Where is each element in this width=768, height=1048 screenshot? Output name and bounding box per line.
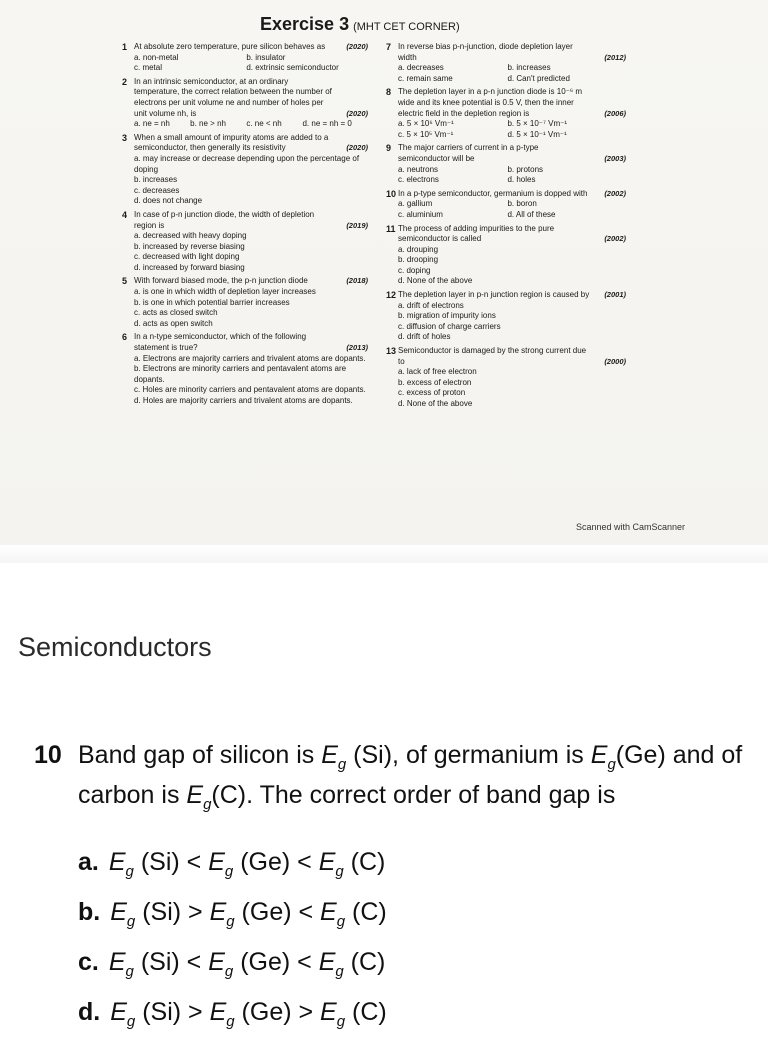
option-item: b. drooping — [398, 255, 439, 265]
main-option — [78, 998, 387, 1048]
main-question-options — [78, 848, 387, 1048]
option-item: c. aluminium — [398, 209, 443, 219]
option-list — [386, 245, 626, 287]
eg-symbol: $E_g$ — [108, 948, 134, 980]
question-number: 1 — [122, 42, 128, 52]
option-item: c. doping — [398, 265, 431, 275]
question-year: (2012) — [604, 52, 626, 62]
eg-symbol: $E_g$ — [186, 781, 212, 813]
question-number: 13 — [386, 346, 397, 357]
option-part: (Si) < — [133, 948, 209, 976]
exercise-title — [260, 14, 460, 35]
question-stem — [122, 77, 368, 119]
question-stem — [386, 87, 626, 119]
eg-symbol: $E_g$ — [209, 898, 235, 930]
option-list — [122, 53, 368, 74]
option-item: b. increases — [134, 175, 178, 185]
option-item: d. 5 × 10⁻¹ Vm⁻¹ — [507, 129, 567, 139]
question-stem — [386, 346, 626, 367]
option-item: a. is one in which width of depletion layer increases — [134, 287, 316, 297]
main-option-label: c. — [78, 948, 99, 976]
question-year: (2000) — [604, 356, 626, 366]
right-question-column — [386, 42, 626, 413]
option-item: a. drouping — [398, 244, 439, 254]
question-text: When a small amount of impurity atoms are added to a semiconductor, then generally its resistivity — [134, 132, 329, 153]
option-list — [386, 165, 626, 186]
option-item: a. ne = nh — [134, 119, 170, 129]
exercise-subtitle: (MHT CET CORNER) — [353, 21, 460, 33]
question-year: (2013) — [346, 343, 368, 353]
option-item: c. metal — [134, 63, 163, 73]
stem-part-1: Band gap of silicon is — [78, 741, 322, 769]
option-item: c. 5 × 10⁵ Vm⁻¹ — [398, 129, 454, 139]
eg-symbol: $E_g$ — [320, 998, 346, 1030]
option-item: a. drift of electrons — [398, 300, 464, 310]
option-item: a. non-metal — [134, 52, 179, 62]
eg-symbol: $E_g$ — [321, 741, 347, 773]
main-option — [78, 948, 387, 998]
question-item — [122, 210, 368, 274]
question-text: At absolute zero temperature, pure silicon behaves as — [134, 42, 326, 51]
option-item: d. Can't predicted — [507, 73, 570, 83]
option-item: d. holes — [507, 175, 536, 185]
option-item: d. ne = nh = 0 — [302, 119, 352, 129]
question-text: With forward biased mode, the p-n junction diode — [134, 276, 308, 286]
option-item: c. electrons — [398, 175, 439, 185]
option-item: c. decreased with light doping — [134, 252, 240, 262]
option-list — [386, 301, 626, 343]
chapter-title: Semiconductors — [18, 632, 212, 662]
option-item: d. does not change — [134, 196, 203, 206]
option-item: a. neutrons — [398, 164, 439, 174]
question-year: (2006) — [604, 108, 626, 118]
question-text: In reverse bias p-n-junction, diode depletion layer width — [398, 42, 573, 62]
question-year: (2002) — [604, 234, 626, 244]
option-item: d. All of these — [507, 209, 556, 219]
option-part: (Ge) > — [234, 998, 321, 1026]
question-text: In case of p-n junction diode, the width of depletion region is — [134, 209, 315, 230]
question-number: 3 — [122, 132, 128, 143]
option-item: b. ne > nh — [190, 119, 226, 129]
option-item: c. ne < nh — [246, 119, 282, 129]
question-year: (2020) — [346, 108, 368, 118]
question-text: The major carriers of current in a p-type semiconductor will be — [398, 143, 539, 163]
option-part: (C) — [343, 848, 386, 876]
option-item: a. decreases — [398, 63, 444, 73]
option-item: b. 5 × 10⁻⁷ Vm⁻¹ — [507, 119, 568, 129]
option-item: b. insulator — [246, 52, 286, 62]
option-item: a. decreased with heavy doping — [134, 231, 247, 241]
question-stem — [386, 143, 626, 164]
option-part: (Ge) < — [233, 848, 319, 876]
main-option-label: a. — [78, 848, 99, 876]
option-list — [122, 154, 368, 207]
question-text: The depletion layer in p-n junction region is caused by — [398, 290, 590, 300]
option-part: (Si) < — [133, 848, 209, 876]
question-text: The process of adding impurities to the pure semiconductor is called — [398, 223, 555, 244]
option-item: b. excess of electron — [398, 377, 472, 387]
option-item: b. protons — [507, 164, 544, 174]
question-number: 12 — [386, 290, 397, 301]
stem-part-4: (C). The correct order of band gap is — [211, 781, 616, 809]
option-list — [386, 367, 626, 409]
question-stem — [122, 133, 368, 154]
question-item — [386, 87, 626, 140]
option-item: c. remain same — [398, 73, 453, 83]
option-item: b. increased by reverse biasing — [134, 241, 245, 251]
question-number: 4 — [122, 209, 128, 220]
option-list — [386, 199, 626, 220]
question-item — [122, 77, 368, 130]
page-separator — [0, 545, 768, 563]
main-question-stem — [34, 740, 754, 820]
option-part: (C) — [343, 948, 386, 976]
option-list — [386, 63, 626, 84]
option-item: a. 5 × 10⁶ Vm⁻¹ — [398, 119, 454, 129]
question-item — [122, 332, 368, 406]
question-text: In a p-type semiconductor, germanium is dopped with — [398, 188, 588, 198]
question-year: (2001) — [604, 290, 626, 300]
option-list — [122, 119, 368, 130]
eg-symbol: $E_g$ — [208, 848, 234, 880]
option-item: b. increases — [507, 63, 551, 73]
question-year: (2019) — [346, 220, 368, 230]
option-list — [122, 231, 368, 273]
main-option — [78, 898, 387, 948]
question-item — [122, 133, 368, 207]
question-number: 5 — [122, 276, 128, 287]
option-item: d. None of the above — [398, 399, 473, 408]
question-stem — [122, 276, 368, 287]
question-year: (2002) — [604, 188, 626, 198]
eg-symbol: $E_g$ — [590, 741, 616, 773]
option-item: b. boron — [507, 199, 537, 209]
option-item: d. None of the above — [398, 276, 473, 286]
eg-symbol: $E_g$ — [318, 848, 344, 880]
option-item: d. extrinsic semiconductor — [246, 63, 339, 73]
question-item — [386, 290, 626, 343]
option-list — [122, 287, 368, 329]
option-item: d. Holes are majority carriers and trivalent atoms are dopants. — [134, 396, 353, 405]
question-item — [122, 276, 368, 329]
question-number: 11 — [386, 223, 396, 234]
question-year: (2003) — [604, 153, 626, 163]
question-year: (2020) — [346, 42, 368, 51]
option-item: c. excess of proton — [398, 388, 466, 398]
question-stem — [122, 210, 368, 231]
option-part: (C) — [345, 898, 387, 926]
option-item: b. migration of impurity ions — [398, 311, 496, 321]
question-item — [386, 346, 626, 410]
option-list — [386, 119, 626, 140]
question-item — [386, 42, 626, 84]
option-part: (Ge) < — [233, 948, 319, 976]
question-stem — [386, 290, 626, 301]
stem-part-3: (Ge) and of carbon is — [78, 741, 743, 809]
question-stem — [386, 42, 626, 63]
question-number: 7 — [386, 42, 392, 52]
option-part: (Si) > — [135, 998, 210, 1026]
option-part: (Si) > — [135, 898, 210, 926]
main-option — [78, 848, 387, 898]
eg-symbol: $E_g$ — [108, 848, 134, 880]
question-stem — [122, 42, 368, 53]
option-item: b. is one in which potential barrier increases — [134, 297, 290, 307]
eg-symbol: $E_g$ — [110, 898, 136, 930]
question-text: Semiconductor is damaged by the strong current due to — [398, 346, 587, 366]
option-item: d. drift of holes — [398, 332, 451, 342]
question-item — [386, 224, 626, 288]
eg-symbol: $E_g$ — [110, 998, 136, 1030]
option-item: c. Holes are minority carriers and pentavalent atoms are dopants. — [134, 385, 366, 395]
eg-symbol: $E_g$ — [209, 998, 235, 1030]
main-option-label: d. — [78, 998, 101, 1026]
question-year: (2020) — [346, 143, 368, 153]
question-number: 9 — [386, 143, 392, 154]
question-item — [386, 189, 626, 221]
question-text: In an intrinsic semiconductor, at an ordinary temperature, the correct relation between the number of electrons per unit volume ne and number of holes per unit volume nh, is — [134, 76, 332, 118]
question-number: 2 — [122, 76, 128, 87]
exercise-title-text: Exercise 3 — [260, 14, 350, 34]
main-question-number: 10 — [34, 741, 62, 769]
question-stem — [386, 189, 626, 200]
option-item: a. gallium — [398, 199, 433, 209]
question-number: 10 — [386, 188, 397, 199]
option-item: d. acts as open switch — [134, 318, 213, 328]
eg-symbol: $E_g$ — [318, 948, 344, 980]
main-question — [34, 740, 754, 820]
question-text: The depletion layer in a p-n junction diode is 10⁻⁶ m wide and its knee potential is 0.5 V, then the inner electric field in the depletion region is — [398, 87, 583, 118]
option-item: b. Electrons are minority carriers and pentavalent atoms are dopants. — [134, 364, 347, 384]
eg-symbol: $E_g$ — [320, 898, 346, 930]
option-item: c. diffusion of charge carriers — [398, 321, 501, 331]
option-item: c. acts as closed switch — [134, 308, 218, 318]
option-part: (Ge) < — [234, 898, 321, 926]
option-item: a. may increase or decrease depending upon the percentage of doping — [134, 153, 360, 174]
question-year: (2018) — [346, 276, 368, 286]
question-item — [122, 42, 368, 74]
question-number: 6 — [122, 332, 128, 343]
question-text: In a n-type semiconductor, which of the following statement is true? — [134, 332, 307, 353]
option-item: d. increased by forward biasing — [134, 262, 245, 272]
option-item: a. Electrons are majority carriers and trivalent atoms are dopants. — [134, 353, 366, 363]
scanner-watermark: Scanned with CamScanner — [576, 522, 686, 532]
stem-part-2: (Si), of germanium is — [346, 741, 591, 769]
option-part: (C) — [345, 998, 387, 1026]
question-stem — [386, 224, 626, 245]
main-option-label: b. — [78, 898, 101, 926]
question-stem — [122, 332, 368, 353]
left-question-column — [122, 42, 368, 410]
question-number: 8 — [386, 87, 392, 98]
option-list — [122, 354, 368, 407]
eg-symbol: $E_g$ — [208, 948, 234, 980]
option-item: c. decreases — [134, 185, 180, 195]
option-item: a. lack of free electron — [398, 367, 477, 377]
question-item — [386, 143, 626, 185]
